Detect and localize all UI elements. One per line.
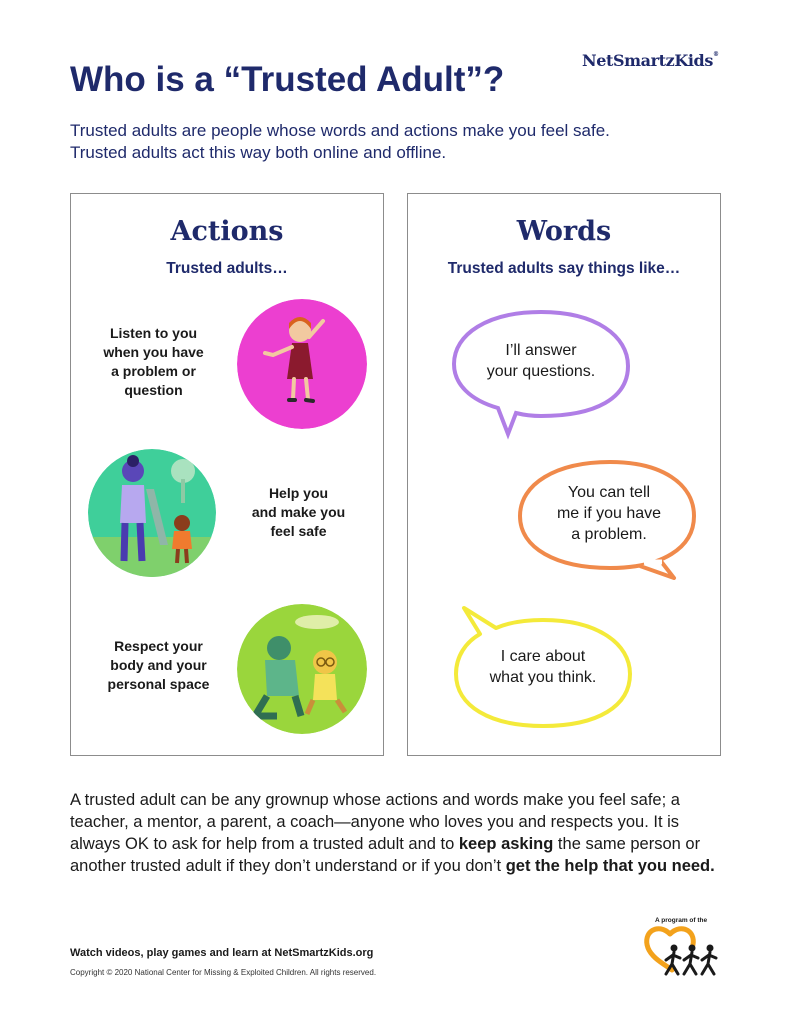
program-of-text: A program of the [655, 917, 708, 924]
actions-panel [70, 193, 384, 756]
page-title: Who is a “Trusted Adult”? [70, 60, 505, 99]
action-item-listen [91, 324, 216, 400]
action-line: a problem or [111, 363, 196, 379]
logo-text: NetSmartzKids [582, 51, 713, 70]
action-item-help [231, 484, 366, 541]
bubble-line: I care about [500, 648, 586, 665]
adult-and-child-illustration [88, 449, 216, 577]
words-subtitle: Trusted adults say things like… [447, 260, 681, 277]
action-line: question [124, 382, 183, 398]
action-line: when you have [103, 344, 204, 360]
words-title: Words [516, 216, 612, 247]
body-paragraph [70, 789, 720, 877]
bubble-line: I’ll answer [505, 342, 577, 359]
intro-text [70, 120, 710, 164]
speech-bubble-answer [446, 306, 636, 441]
intro-line-1: Trusted adults are people whose words and actions make you feel safe. [70, 121, 610, 140]
action-line: and make you [251, 504, 346, 520]
bubble-line: your questions. [486, 363, 596, 380]
bubble-line: a problem. [571, 526, 647, 543]
body-bold-1: keep asking [458, 835, 554, 853]
words-panel [407, 193, 721, 756]
actions-subtitle: Trusted adults… [166, 260, 288, 277]
intro-line-2: Trusted adults act this way both online and offline. [70, 143, 447, 162]
footer-copyright: Copyright © 2020 National Center for Missing & Exploited Children. All rights reserved. [70, 968, 377, 977]
speech-bubble-care [448, 602, 638, 732]
action-line: personal space [107, 676, 210, 692]
action-line: feel safe [270, 523, 327, 539]
body-text-1: A trusted adult can be any grownup whose actions and words make you feel safe; a teacher, a mentor, a parent, a coach—anyone who loves you and respects you. It is always OK to ask for help from a trusted adult and to [70, 791, 680, 853]
action-line: body and your [110, 657, 207, 673]
bubble-line: what you think. [489, 669, 597, 686]
action-item-respect [91, 637, 226, 694]
adult-kneeling-child-illustration [237, 604, 367, 734]
bubble-line: You can tell [567, 484, 651, 501]
body-text-2: the same person or another trusted adult if they don’t understand or if you don’t [70, 835, 701, 875]
body-bold-2: get the help that you need. [505, 857, 715, 875]
footer-watch-text: Watch videos, play games and learn at NetSmartzKids.org [70, 947, 374, 959]
speech-bubble-tell-me [512, 456, 702, 584]
netsmartzkids-logo [582, 51, 719, 70]
actions-title: Actions [170, 216, 284, 247]
action-line: Help you [268, 485, 329, 501]
logo-trademark: ® [712, 51, 719, 58]
girl-waving-illustration [237, 299, 367, 429]
bubble-line: me if you have [556, 505, 662, 522]
action-line: Listen to you [109, 325, 198, 341]
action-line: Respect your [114, 638, 203, 654]
ncmec-logo-icon [640, 924, 726, 989]
